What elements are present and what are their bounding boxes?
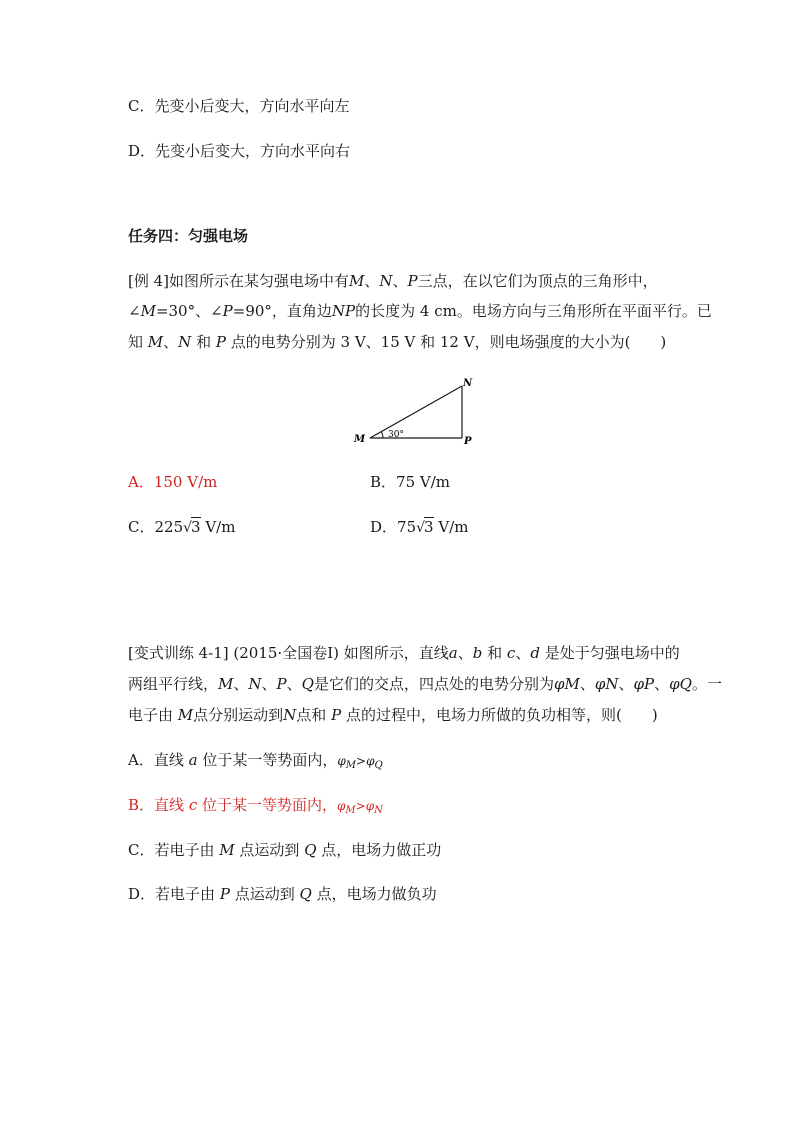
- option-a-variant: A．直线 a 位于某一等势面内，$\varphi_M>\varphi_Q$: [128, 751, 383, 771]
- example-line-1: [例 4]如图所示在某匀强电场中有M、N、P三点，在以它们为顶点的三角形中，: [128, 272, 658, 290]
- option-d-top: D．先变小后变大，方向水平向右: [128, 142, 351, 160]
- option-d-ex4: D．75√3 V/m: [370, 518, 469, 536]
- section-title: 任务四：匀强电场: [128, 227, 249, 245]
- option-d-variant: D．若电子由 P 点运动到 Q 点，电场力做负功: [128, 885, 437, 903]
- label-n: N: [463, 378, 473, 389]
- option-c-variant: C．若电子由 M 点运动到 Q 点，电场力做正功: [128, 841, 442, 859]
- angle-arc: [381, 432, 383, 438]
- label-m: M: [354, 434, 366, 445]
- example-line-2: ∠M=30°、∠P=90°，直角边NP的长度为 4 cm。电场方向与三角形所在平面平行。已: [128, 302, 712, 320]
- variant-line-1: [变式训练 4-1] (2015·全国卷Ⅰ) 如图所示，直线a、b 和 c、d 是处于匀强电场中的: [128, 644, 680, 662]
- option-b-variant: B．直线 c 位于某一等势面内，$\varphi_M>\varphi_N$: [128, 796, 383, 816]
- option-a-ex4: A．150 V/m: [128, 473, 218, 491]
- variant-line-3: 电子由 M点分别运动到N点和 P 点的过程中，电场力所做的负功相等，则( ): [128, 706, 658, 724]
- option-b-ex4: B．75 V/m: [370, 473, 450, 491]
- label-p: P: [464, 436, 472, 447]
- variant-line-2: 两组平行线，M、N、P、Q是它们的交点，四点处的电势分别为φM、φN、φP、φQ。一: [128, 675, 722, 693]
- angle-label: 30°: [388, 430, 404, 440]
- option-c-top: C．先变小后变大，方向水平向左: [128, 97, 350, 115]
- option-c-ex4: C．225√3 V/m: [128, 518, 236, 536]
- example-line-3: 知 M、N 和 P 点的电势分别为 3 V、15 V 和 12 V，则电场强度的大小为( ): [128, 333, 667, 351]
- side-mn: [370, 386, 462, 438]
- triangle-figure: [350, 376, 480, 448]
